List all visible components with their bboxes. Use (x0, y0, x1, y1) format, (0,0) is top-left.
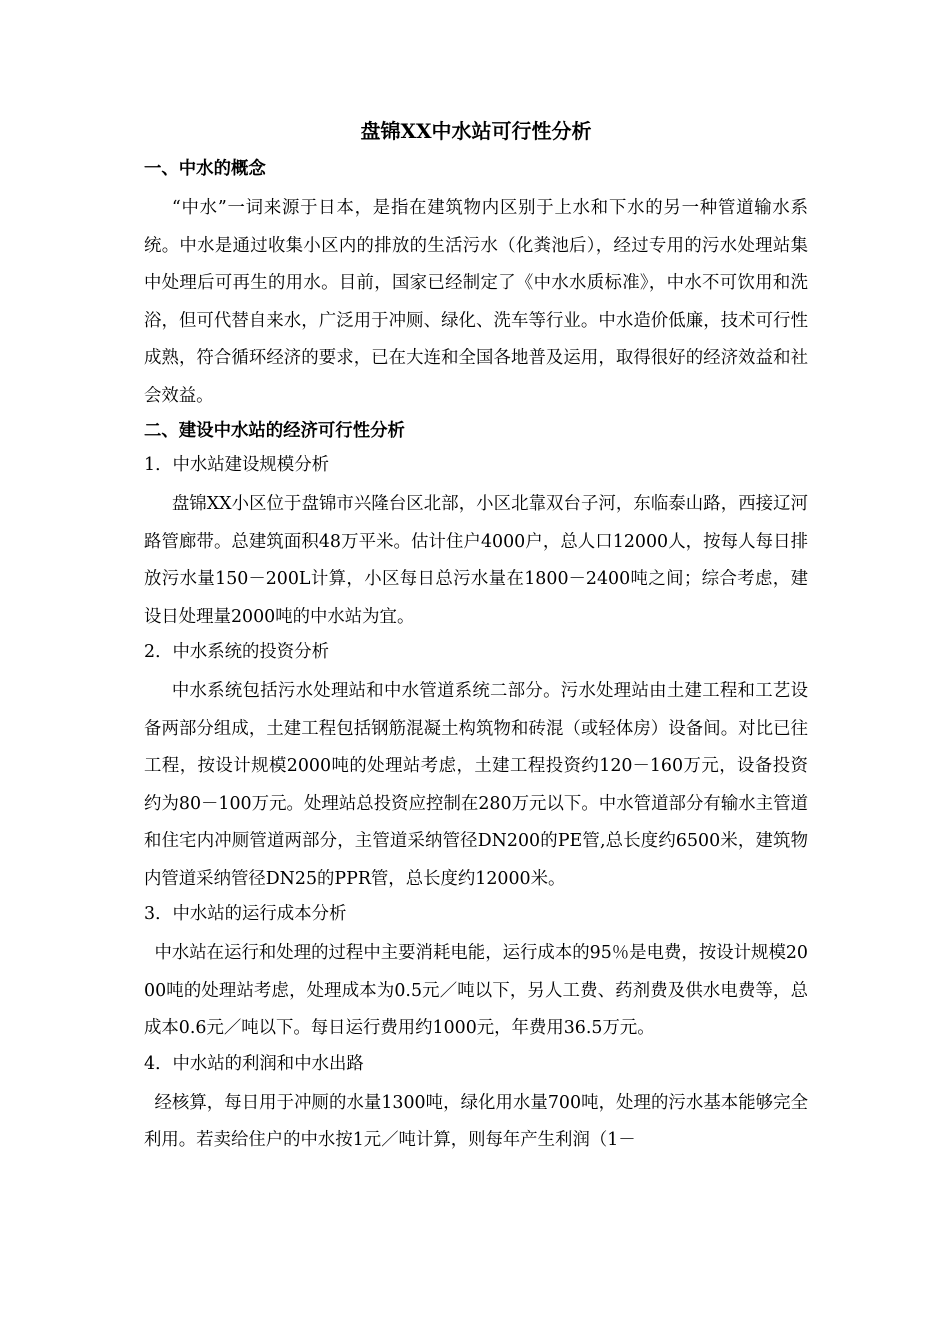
subsection-heading-investment: 2．中水系统的投资分析 (144, 642, 329, 662)
section-heading-economic-feasibility: 二、建设中水站的经济可行性分析 (144, 421, 405, 441)
paragraph-investment: 中水系统包括污水处理站和中水管道系统二部分。污水处理站由土建工程和工艺设备两部分组成，土建工程包括钢筋混凝土构筑物和砖混（或轻体房）设备间。对比已往工程，按设计规模2000吨的处理站考虑，土建工程投资约120－160万元，设备投资约为80－100万元。处理站总投资应控制在280万元以下。中水管道部分有输水主管道和住宅内冲厕管道两部分，主管道采纳管径DN200的PE管,总长度约6500米，建筑物内管道采纳管径DN25的PPR管，总长度约12000米。 (144, 681, 808, 889)
paragraph-profit: 经核算，每日用于冲厕的水量1300吨，绿化用水量700吨，处理的污水基本能够完全利用。若卖给住户的中水按1元／吨计算，则每年产生利润（1－ (144, 1092, 808, 1150)
subsection-heading-operating-cost: 3．中水站的运行成本分析 (144, 904, 347, 924)
subsection-heading-scale: 1．中水站建设规模分析 (144, 455, 329, 475)
paragraph-scale: 盘锦XX小区位于盘锦市兴隆台区北部，小区北靠双台子河，东临泰山路，西接辽河路管廊带。总建筑面积48万平米。估计住户4000户，总人口12000人，按每人每日排放污水量150－200L计算，小区每日总污水量在1800－2400吨之间；综合考虑，建设日处理量2000吨的中水站为宜。 (144, 494, 808, 627)
document-title: 盘锦XX中水站可行性分析 (360, 119, 592, 143)
section-heading-concept: 一、中水的概念 (144, 159, 266, 179)
paragraph-concept: “中水”一词来源于日本，是指在建筑物内区别于上水和下水的另一种管道输水系统。中水是通过收集小区内的排放的生活污水（化粪池后），经过专用的污水处理站集中处理后可再生的用水。目前，国家已经制定了《中水水质标准》，中水不可饮用和洗浴，但可代替自来水，广泛用于冲厕、绿化、洗车等行业。中水造价低廉，技术可行性成熟，符合循环经济的要求，已在大连和全国各地普及运用，取得很好的经济效益和社会效益。 (144, 198, 808, 406)
paragraph-operating-cost: 中水站在运行和处理的过程中主要消耗电能，运行成本的95％是电费，按设计规模2000吨的处理站考虑，处理成本为0.5元／吨以下，另人工费、药剂费及供水电费等，总成本0.6元／吨以下。每日运行费用约1000元，年费用36.5万元。 (144, 943, 808, 1038)
subsection-heading-profit: 4．中水站的利润和中水出路 (144, 1053, 364, 1074)
document-page (144, 118, 808, 1163)
